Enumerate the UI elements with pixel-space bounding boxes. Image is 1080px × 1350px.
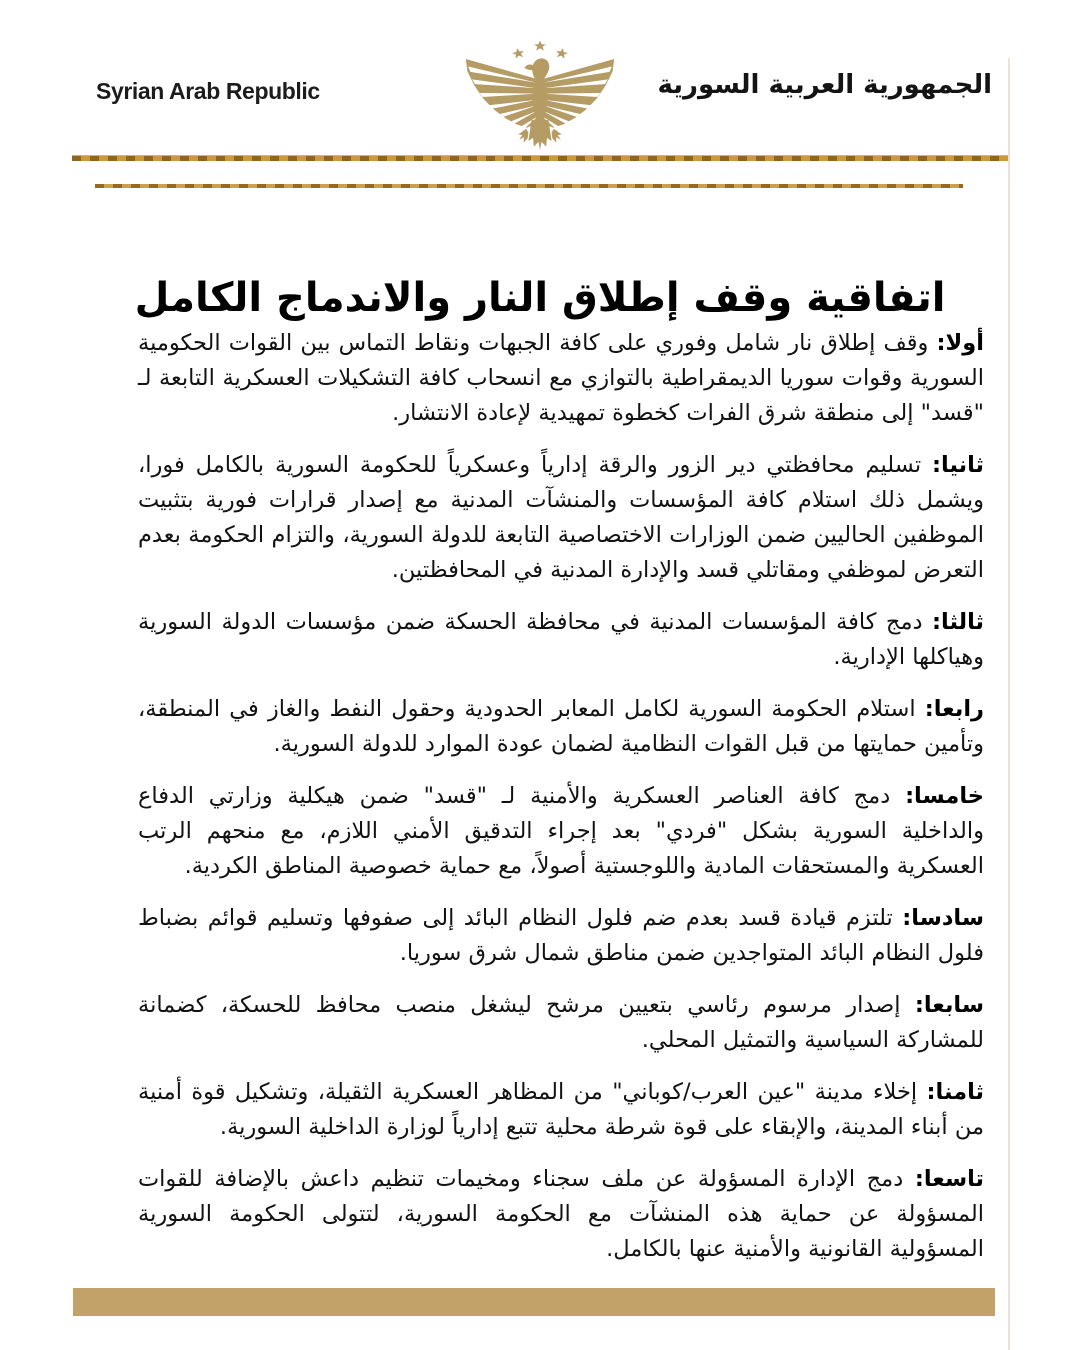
clause-lead: خامسا: (905, 783, 984, 809)
agreement-clause (138, 1162, 984, 1267)
header-title-english: Syrian Arab Republic (96, 78, 320, 104)
agreement-clause (138, 692, 984, 762)
gold-rule-top (72, 155, 1010, 161)
document-title: اتفاقية وقف إطلاق النار والاندماج الكامل (134, 274, 946, 321)
page-scan-edge (1008, 58, 1010, 1350)
clause-text: إخلاء مدينة "عين العرب/كوباني" من المظاهر العسكرية الثقيلة، وتشكيل قوة أمنية من أبناء المدينة، والإبقاء على قوة شرطة محلية تتبع إدارياً لوزارة الداخلية السورية. (138, 1079, 984, 1140)
header-title-arabic: الجمهورية العربية السورية (657, 70, 992, 100)
agreement-clause (138, 448, 984, 588)
clause-lead: سابعا: (914, 992, 984, 1018)
clause-lead: أولا: (936, 330, 984, 356)
clause-lead: ثامنا: (926, 1079, 984, 1105)
clause-lead: رابعا: (924, 696, 984, 722)
clause-text: دمج كافة المؤسسات المدنية في محافظة الحسكة ضمن مؤسسات الدولة السورية وهياكلها الإدارية. (138, 609, 984, 670)
clause-text: دمج كافة العناصر العسكرية والأمنية لـ "قسد" ضمن هيكلية وزارتي الدفاع والداخلية السورية بشكل "فردي" بعد إجراء التدقيق الأمني اللازم، مع منحهم الرتب العسكرية والمستحقات المادية واللوجستية أصولاً، مع حماية خصوصية المناطق الكردية. (138, 783, 984, 879)
clause-text: تلتزم قيادة قسد بعدم ضم فلول النظام البائد إلى صفوفها وتسليم قوائم بضباط فلول النظام البائد المتواجدين ضمن مناطق شمال شرق سوريا. (138, 905, 984, 966)
agreement-clause (138, 901, 984, 971)
clause-text: تسليم محافظتي دير الزور والرقة إدارياً وعسكرياً للحكومة السورية بالكامل فورا، ويشمل ذلك استلام كافة المؤسسات والمنشآت المدنية مع إصدار قرارات فورية بتثبيت الموظفين الحاليين ضمن الوزارات الاختصاصية التابعة للدولة السورية، والتزام الحكومة بعدم التعرض لموظفي ومقاتلي قسد والإدارة المدنية في المحافظتين. (138, 452, 984, 583)
clause-text: دمج الإدارة المسؤولة عن ملف سجناء ومخيمات تنظيم داعش بالإضافة للقوات المسؤولة عن حماية هذه المنشآت مع الحكومة السورية، لتتولى الحكومة السورية المسؤولية القانونية والأمنية عنها بالكامل. (138, 1166, 984, 1262)
clause-text: استلام الحكومة السورية لكامل المعابر الحدودية وحقول النفط والغاز في المنطقة، وتأمين حمايتها من قبل القوات النظامية لضمان عودة الموارد للدولة السورية. (138, 696, 984, 757)
clause-text: وقف إطلاق نار شامل وفوري على كافة الجبهات ونقاط التماس بين القوات الحكومية السورية وقوات سوريا الديمقراطية بالتوازي مع انسحاب كافة التشكيلات العسكرية التابعة لـ "قسد" إلى منطقة شرق الفرات كخطوة تمهيدية لإعادة الانتشار. (138, 330, 984, 426)
syrian-golden-eagle-icon (455, 40, 625, 152)
gold-footer-bar (73, 1288, 995, 1316)
agreement-clause (138, 326, 984, 431)
clause-lead: ثانيا: (932, 452, 984, 478)
agreement-clause (138, 988, 984, 1058)
clauses (138, 326, 984, 1284)
agreement-clause (138, 1075, 984, 1145)
clause-lead: سادسا: (902, 905, 984, 931)
clause-text: إصدار مرسوم رئاسي بتعيين مرشح ليشغل منصب محافظ للحسكة، كضمانة للمشاركة السياسية والتمثيل المحلي. (138, 992, 984, 1053)
agreement-clause (138, 605, 984, 675)
gold-rule-bottom (95, 184, 963, 188)
agreement-clause (138, 779, 984, 884)
clause-lead: تاسعا: (914, 1166, 984, 1192)
clause-lead: ثالثا: (932, 609, 984, 635)
